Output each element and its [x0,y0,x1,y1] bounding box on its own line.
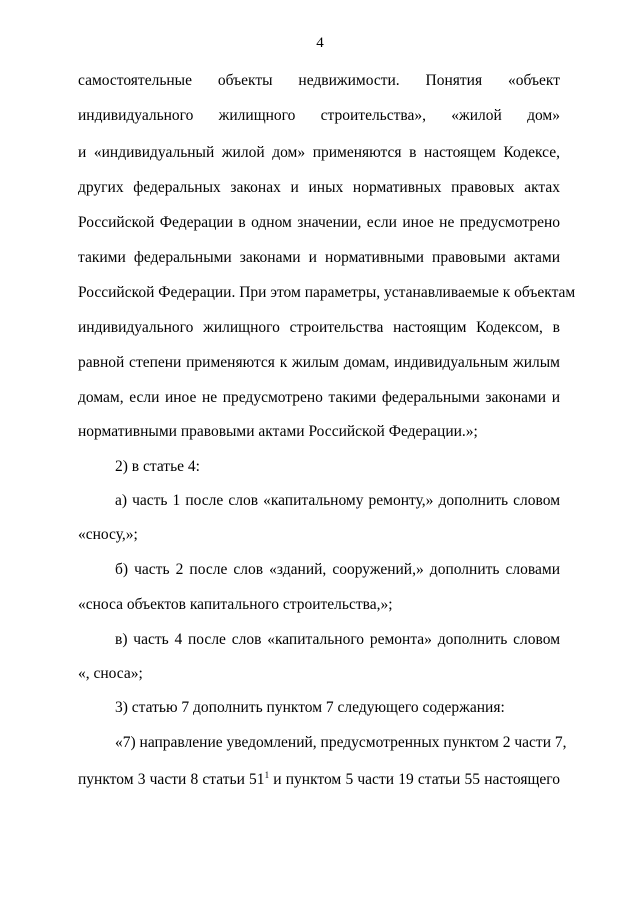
text-line [78,770,560,790]
text-line: такими федеральными законами и нормативными правовыми актами [78,249,560,266]
text-segment: и пунктом 5 части 19 статьи 55 настоящего [269,771,560,788]
text-line: индивидуального жилищного строительства настоящим Кодексом, в [78,319,560,336]
text-line: нормативными правовыми актами Российской Федерации.»; [78,423,478,440]
text-line: 3) статью 7 дополнить пунктом 7 следующего содержания: [115,699,505,716]
text-line: «, сноса»; [78,665,143,682]
text-line: других федеральных законах и иных нормативных правовых актах [78,179,560,196]
text-line: индивидуального жилищного строительства», «жилой дом» [78,107,560,124]
text-line: в) часть 4 после слов «капитального ремонта» дополнить словом [115,631,560,648]
superscript: 1 [264,770,270,780]
text-line: равной степени применяются к жилым домам, индивидуальным жилым [78,354,560,371]
text-line: «сносу,»; [78,526,138,543]
text-line: а) часть 1 после слов «капитальному ремонту,» дополнить словом [115,492,560,509]
text-line: б) часть 2 после слов «зданий, сооружений,» дополнить словами [115,561,560,578]
page-number: 4 [316,35,324,51]
text-line: и «индивидуальный жилой дом» применяются в настоящем Кодексе, [78,144,560,161]
text-line: Российской Федерации в одном значении, если иное не предусмотрено [78,214,560,231]
text-line: 2) в статье 4: [115,458,200,475]
text-line: самостоятельные объекты недвижимости. Понятия «объект [78,72,560,89]
text-line: «7) направление уведомлений, предусмотренных пунктом 2 части 7, [115,734,567,751]
text-line: «сноса объектов капитального строительства,»; [78,596,393,613]
text-line: Российской Федерации. При этом параметры, устанавливаемые к объектам [78,284,576,301]
text-segment: пунктом 3 части 8 статьи 51 [78,771,265,788]
text-line: домам, если иное не предусмотрено такими федеральными законами и [78,389,560,406]
